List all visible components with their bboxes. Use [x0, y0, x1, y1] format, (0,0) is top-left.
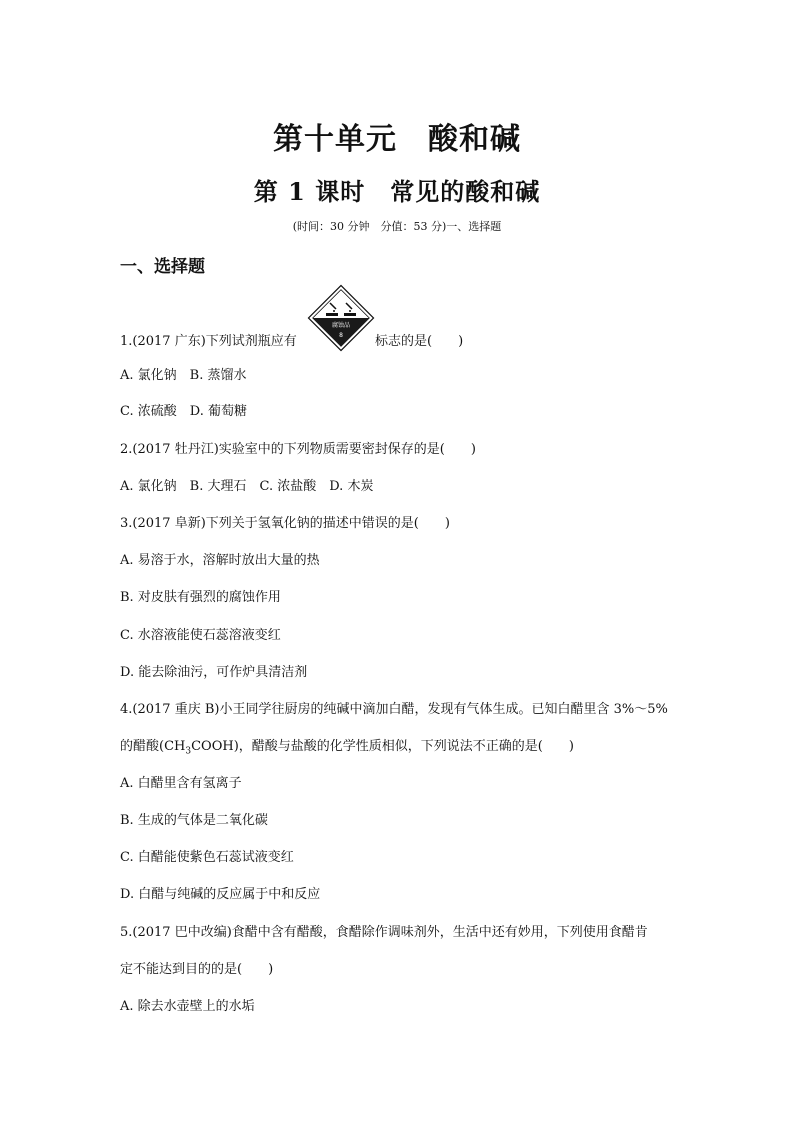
question-4-option: D. 白醋与纯碱的反应属于中和反应	[120, 887, 321, 902]
question-5-stem	[120, 924, 648, 942]
question-2-options-line: A. 氯化钠 B. 大理石 C. 浓盐酸 D. 木炭	[120, 479, 374, 494]
time-score-info: (时间：30 分钟 分值：53 分)一、选择题	[292, 220, 502, 233]
question-4-stem	[120, 701, 668, 719]
question-3-stem	[120, 515, 450, 533]
question-5-stem-continued: 定不能达到目的的是( )	[120, 962, 274, 977]
formula-prefix: 的醋酸(CH	[120, 739, 186, 754]
question-source: (2017 阜新)	[132, 516, 206, 531]
question-text: 食醋中含有醋酸，食醋除作调味剂外，生活中还有妙用，下列使用食醋肯	[231, 925, 648, 940]
question-number: 3.	[120, 516, 133, 531]
question-3-option: B. 对皮肤有强烈的腐蚀作用	[120, 590, 281, 605]
formula-subscript: 3	[185, 746, 192, 757]
question-source: (2017 广东)	[132, 334, 206, 349]
question-1-options-line: C. 浓硫酸 D. 葡萄糖	[120, 404, 247, 419]
question-3-option: D. 能去除油污，可作炉具清洁剂	[120, 665, 308, 680]
question-text: 下列试剂瓶应有	[205, 334, 297, 349]
question-4-stem-continued	[120, 738, 574, 761]
question-1-stem-end: 标志的是( )	[375, 334, 464, 349]
question-number: 4.	[120, 702, 133, 717]
question-text: 小王同学往厨房的纯碱中滴加白醋，发现有气体生成。已知白醋里含 3%～5%	[219, 702, 668, 717]
hazard-number: 8	[339, 332, 343, 339]
section-title: 一、选择题	[120, 257, 205, 277]
question-text: 实验室中的下列物质需要密封保存的是( )	[218, 442, 476, 457]
question-text: 下列关于氢氧化钠的描述中错误的是( )	[205, 516, 450, 531]
question-source: (2017 重庆 B)	[132, 702, 220, 717]
question-2-stem	[120, 441, 476, 459]
unit-title: 第十单元 酸和碱	[273, 122, 521, 157]
question-4-option: C. 白醋能使紫色石蕊试液变红	[120, 850, 294, 865]
formula-suffix: COOH)，醋酸与盐酸的化学性质相似，下列说法不正确的是( )	[191, 739, 574, 754]
question-source: (2017 牡丹江)	[132, 442, 219, 457]
question-3-option: C. 水溶液能使石蕊溶液变红	[120, 628, 281, 643]
question-number: 5.	[120, 925, 133, 940]
question-4-option: B. 生成的气体是二氧化碳	[120, 813, 268, 828]
question-3-option: A. 易溶于水，溶解时放出大量的热	[120, 553, 320, 568]
question-5-option: A. 除去水壶壁上的水垢	[120, 999, 255, 1014]
question-4-option: A. 白醋里含有氢离子	[120, 776, 242, 791]
corrosive-hazard-icon	[306, 283, 376, 353]
question-number: 1.	[120, 334, 133, 349]
question-1-stem	[120, 333, 297, 351]
question-1-options-line: A. 氯化钠 B. 蒸馏水	[120, 368, 247, 383]
question-source: (2017 巴中改编)	[132, 925, 232, 940]
lesson-title: 第 1 课时 常见的酸和碱	[253, 177, 541, 206]
question-number: 2.	[120, 442, 133, 457]
hazard-label: 腐蚀品	[331, 322, 351, 329]
